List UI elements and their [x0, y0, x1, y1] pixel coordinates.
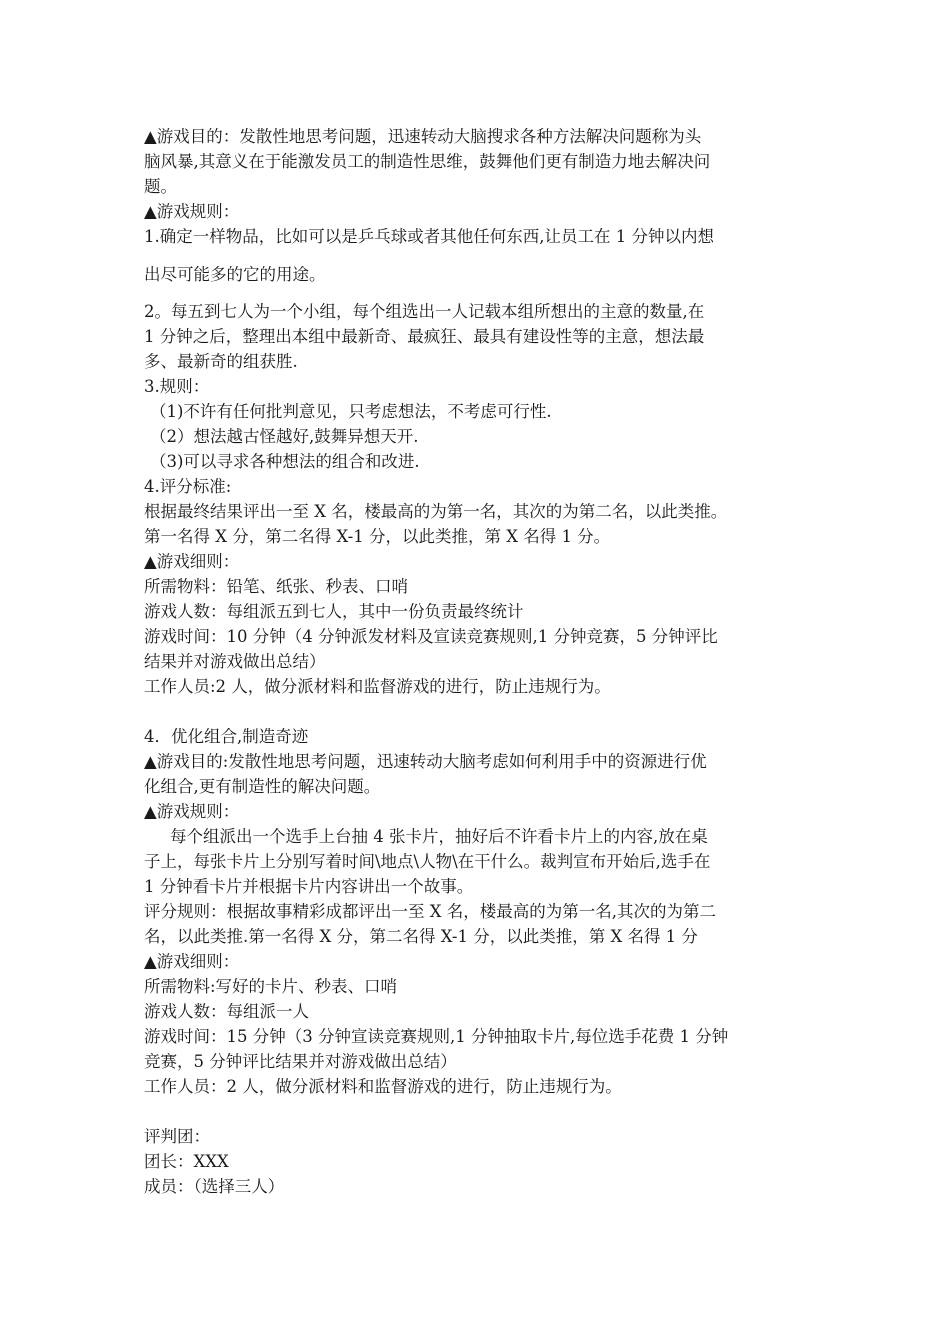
- text-line: 游戏人数：每组派一人: [144, 1002, 309, 1021]
- text-line: 3.规则：: [144, 377, 210, 396]
- text-line: 4.评分标准:: [144, 477, 232, 496]
- text-line: 游戏人数：每组派五到七人，其中一份负责最终统计: [144, 602, 524, 621]
- text-line: ▲游戏细则：: [144, 552, 240, 571]
- text-line: ▲游戏目的：发散性地思考问题，迅速转动大脑搜求各种方法解决问题称为头: [144, 127, 702, 146]
- text-line: ▲游戏细则：: [144, 952, 240, 971]
- text-line: 成员：（选择三人）: [144, 1177, 285, 1196]
- text-line: 工作人员:2 人，做分派材料和监督游戏的进行，防止违规行为。: [144, 677, 611, 696]
- text-line: 2。每五到七人为一个小组，每个组选出一人记载本组所想出的主意的数量,在: [144, 302, 705, 321]
- text-line: 评分规则：根据故事精彩成都评出一至 X 名，楼最高的为第一名,其次的为第二: [144, 902, 716, 921]
- text-line: 工作人员：2 人，做分派材料和监督游戏的进行，防止违规行为。: [144, 1077, 622, 1096]
- text-line: 多、最新奇的组获胜.: [144, 352, 298, 371]
- text-line: 1 分钟看卡片并根据卡片内容讲出一个故事。: [144, 877, 474, 896]
- text-line: （1)不许有任何批判意见，只考虑想法，不考虑可行性.: [150, 402, 552, 421]
- text-line: （3)可以寻求各种想法的组合和改进.: [150, 452, 420, 471]
- text-line: 所需物料：铅笔、纸张、秒表、口哨: [144, 577, 408, 596]
- text-line: ▲游戏规则：: [144, 802, 240, 821]
- text-line: 根据最终结果评出一至 X 名，楼最高的为第一名，其次的为第二名，以此类推。: [144, 502, 728, 521]
- text-line: 化组合,更有制造性的解决问题。: [144, 777, 381, 796]
- text-line: 题。: [144, 177, 177, 196]
- text-line: ▲游戏规则：: [144, 202, 240, 221]
- text-line: 结果并对游戏做出总结）: [144, 652, 326, 671]
- text-line: 评判团：: [144, 1127, 210, 1146]
- text-line: ▲游戏目的:发散性地思考问题，迅速转动大脑考虑如何利用手中的资源进行优: [144, 752, 707, 771]
- text-line: 1.确定一样物品，比如可以是乒乓球或者其他任何东西,让员工在 1 分钟以内想: [144, 227, 714, 246]
- text-line: 团长：XXX: [144, 1152, 229, 1171]
- text-line: 1 分钟之后，整理出本组中最新奇、最疯狂、最具有建设性等的主意，想法最: [144, 327, 705, 346]
- text-line: 竞赛，5 分钟评比结果并对游戏做出总结）: [144, 1052, 457, 1071]
- text-line: 第一名得 X 分，第二名得 X-1 分，以此类推，第 X 名得 1 分。: [144, 527, 611, 546]
- text-line: 游戏时间：15 分钟（3 分钟宣读竞赛规则,1 分钟抽取卡片,每位选手花费 1 分钟: [144, 1027, 729, 1046]
- text-line: 出尽可能多的它的用途。: [144, 265, 326, 284]
- text-line: （2）想法越古怪越好,鼓舞异想天开.: [150, 427, 419, 446]
- text-line: 每个组派出一个选手上台抽 4 张卡片，抽好后不许看卡片上的内容,放在桌: [170, 827, 708, 846]
- text-line: 子上，每张卡片上分别写着时间\地点\人物\在干什么。裁判宣布开始后,选手在: [144, 852, 711, 871]
- section-heading: 4．优化组合,制造奇迹: [144, 727, 309, 746]
- text-line: 所需物料:写好的卡片、秒表、口哨: [144, 977, 398, 996]
- text-line: 名，以此类推.第一名得 X 分，第二名得 X-1 分，以此类推，第 X 名得 1 分: [144, 927, 698, 946]
- text-line: 游戏时间：10 分钟（4 分钟派发材料及宣读竞赛规则,1 分钟竞赛，5 分钟评比: [144, 627, 718, 646]
- text-line: 脑风暴,其意义在于能激发员工的制造性思维，鼓舞他们更有制造力地去解决问: [144, 152, 711, 171]
